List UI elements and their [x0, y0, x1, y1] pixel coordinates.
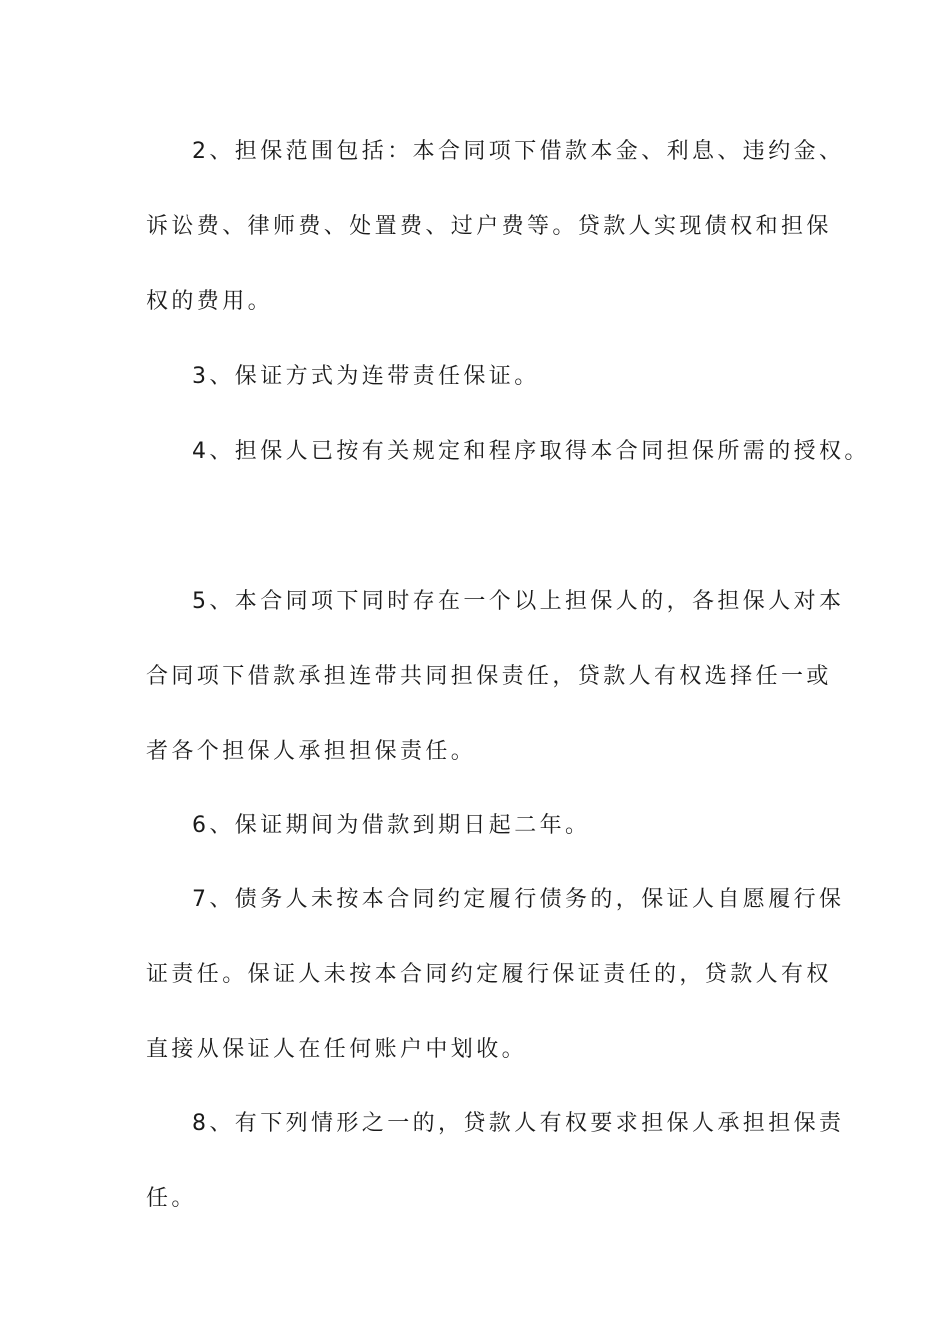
- clause-4-line-1: 4、担保人已按有关规定和程序取得本合同担保所需的授权。: [192, 439, 870, 464]
- clause-5-line-3: 者各个担保人承担担保责任。: [146, 739, 477, 764]
- clause-6-line-1: 6、保证期间为借款到期日起二年。: [192, 813, 591, 838]
- clause-7-line-1: 7、债务人未按本合同约定履行债务的，保证人自愿履行保: [192, 887, 845, 912]
- clause-5-line-1: 5、本合同项下同时存在一个以上担保人的，各担保人对本: [192, 589, 845, 614]
- clause-7-line-3: 直接从保证人在任何账户中划收。: [146, 1037, 528, 1062]
- clause-8-line-2: 任。: [146, 1186, 197, 1211]
- clause-2-line-1: 2、担保范围包括：本合同项下借款本金、利息、违约金、: [192, 139, 845, 164]
- clause-2-line-3: 权的费用。: [146, 289, 274, 314]
- clause-7-line-2: 证责任。保证人未按本合同约定履行保证责任的，贷款人有权: [146, 962, 832, 987]
- clause-5-line-2: 合同项下借款承担连带共同担保责任，贷款人有权选择任一或: [146, 664, 832, 689]
- clause-8-line-1: 8、有下列情形之一的，贷款人有权要求担保人承担担保责: [192, 1111, 845, 1136]
- clause-3-line-1: 3、保证方式为连带责任保证。: [192, 364, 540, 389]
- clause-2-line-2: 诉讼费、律师费、处置费、过户费等。贷款人实现债权和担保: [146, 214, 832, 239]
